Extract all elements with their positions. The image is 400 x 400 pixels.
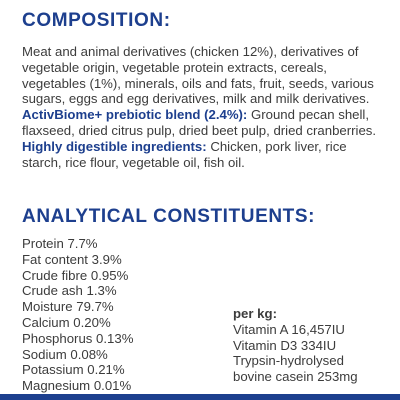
list-item: Crude ash 1.3% [22, 283, 117, 299]
analytical-constituents-list [22, 236, 133, 394]
bottom-accent-bar [0, 394, 400, 400]
digestible-ingredients-label: Highly digestible ingredients: [22, 138, 207, 154]
analytical-constituents-heading: ANALYTICAL CONSTITUENTS: [22, 206, 316, 227]
list-item: Fat content 3.9% [22, 251, 122, 267]
list-item: Magnesium 0.01% [22, 378, 132, 394]
list-item: Trypsin-hydrolysed [233, 353, 344, 369]
per-kg-title: per kg: [233, 306, 277, 321]
composition-text-part-3: Chicken, pork liver, rice starch, rice flour, vegetable oil, fish oil. [22, 138, 347, 170]
list-item: Protein 7.7% [22, 236, 98, 251]
composition-text [22, 44, 387, 170]
list-item: Moisture 79.7% [22, 299, 114, 315]
per-kg-list [233, 322, 358, 385]
per-kg-section [233, 306, 358, 385]
list-item: Vitamin A 16,457IU [233, 321, 345, 337]
list-item: Crude fibre 0.95% [22, 267, 129, 283]
list-item: bovine casein 253mg [233, 369, 358, 385]
list-item: Phosphorus 0.13% [22, 330, 134, 346]
composition-text-part-1: Meat and animal derivatives (chicken 12%), derivatives of vegetable origin, vegetable protein extracts, cereals, vegetables (1%), minerals, oils and fats, fruit, seeds, various sugars, eggs and egg derivatives, milk and milk derivatives. [22, 44, 374, 107]
list-item: Vitamin D3 334IU [233, 337, 337, 353]
list-item: Sodium 0.08% [22, 346, 108, 362]
composition-text-part-2: Ground pecan shell, flaxseed, dried citrus pulp, dried beet pulp, dried cranberries. [22, 107, 377, 138]
list-item: Calcium 0.20% [22, 314, 111, 330]
list-item: Potassium 0.21% [22, 362, 125, 378]
prebiotic-blend-label: ActivBiome+ prebiotic blend (2.4%): [22, 107, 248, 123]
composition-heading: COMPOSITION: [22, 10, 171, 31]
